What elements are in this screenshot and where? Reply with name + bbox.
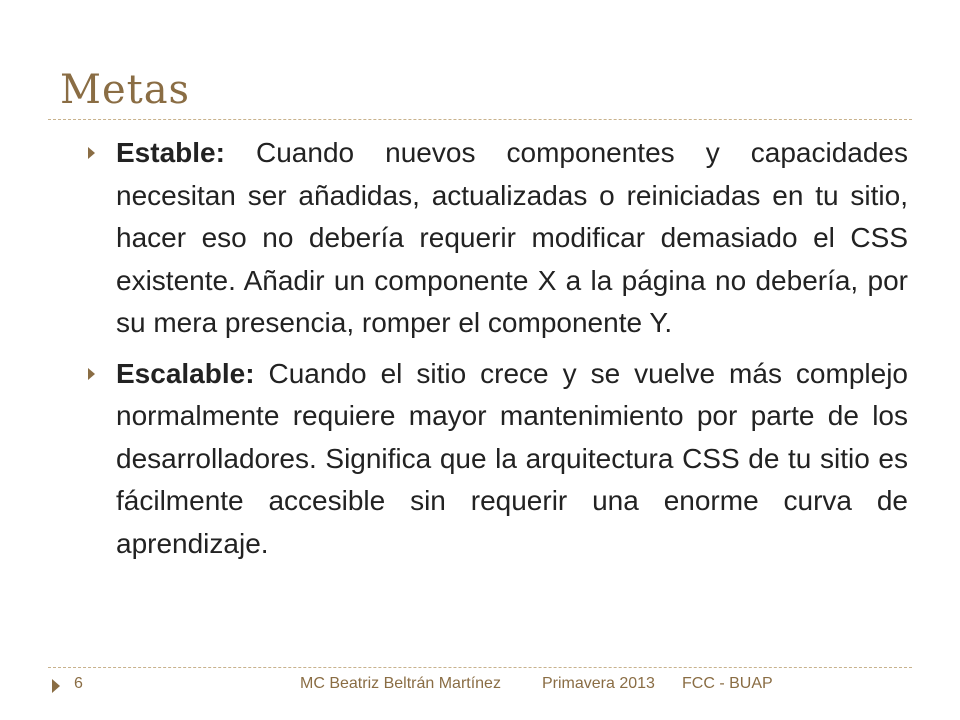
bullet-text: Cuando nuevos componentes y capacidades necesitan ser añadidas, actualizadas o reiniciadas en tu sitio, hacer eso no debería requerir modificar demasiado el CSS existente. Añadir un componente X a la página no debería, por su mera presencia, romper el componente Y. (116, 137, 909, 338)
footer-term: Primavera 2013 (542, 675, 655, 692)
bullet-text: Cuando el sitio crece y se vuelve más complejo normalmente requiere mayor mantenimiento por parte de los desarrolladores. Significa que la arquitectura CSS de tu sitio es fácilmente accesible sin requerir una enorme curva de aprendizaje. (116, 357, 908, 559)
bullet-item-estable (86, 132, 908, 345)
bullet-item-escalable (86, 353, 908, 566)
footer-org: FCC - BUAP (682, 675, 773, 692)
bullet-term: Escalable: (116, 357, 255, 389)
title-divider (48, 119, 912, 120)
slide-title: Metas (60, 67, 191, 113)
footer-author: MC Beatriz Beltrán Martínez (300, 675, 501, 692)
bullet-triangle-icon (88, 147, 95, 159)
bullet-triangle-icon (88, 368, 95, 380)
page-number: 6 (74, 675, 83, 692)
footer-triangle-icon (52, 679, 60, 693)
bullet-list (86, 132, 908, 573)
bullet-term: Estable: (116, 137, 225, 168)
footer-divider (48, 667, 912, 668)
footer (0, 675, 960, 699)
